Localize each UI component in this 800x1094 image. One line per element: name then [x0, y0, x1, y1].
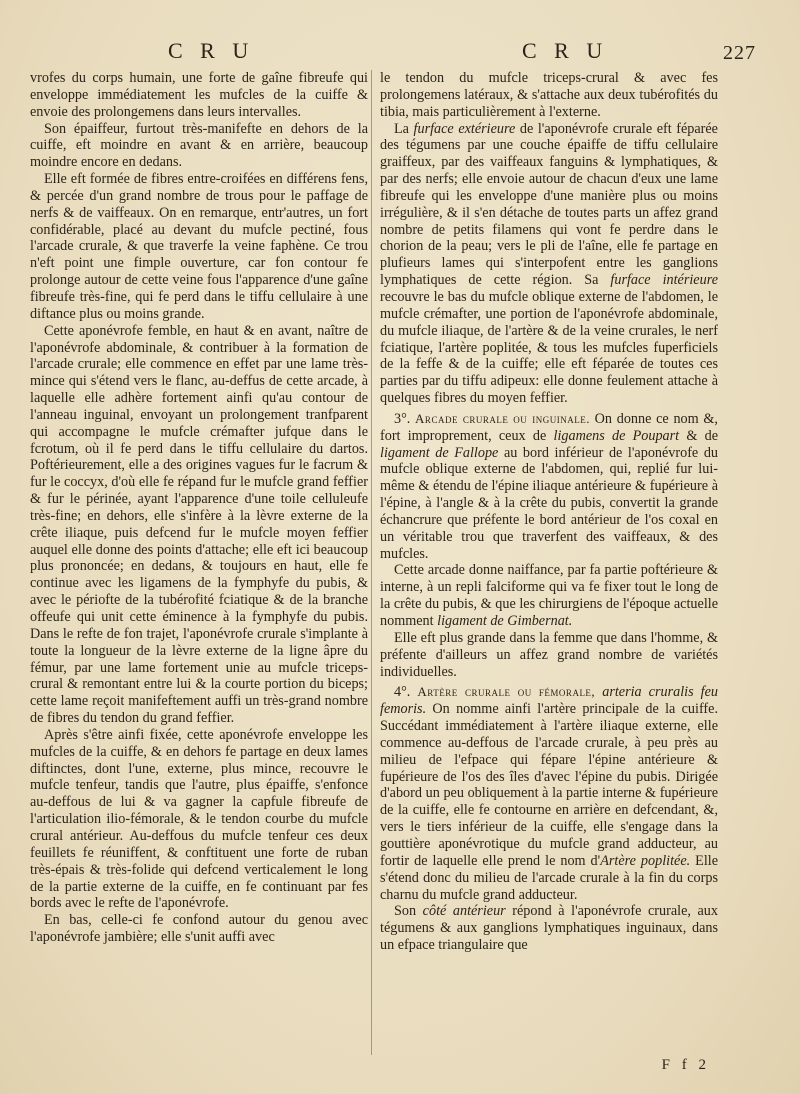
running-head-right: C R U [522, 38, 609, 63]
left-column [30, 70, 368, 1055]
text-run: Son [394, 903, 423, 920]
text-run: On donne ce nom &, fort improprement, ceux de [380, 410, 718, 444]
text-run: répond à l'aponévrofe crurale, aux tégumens & aux ganglions lymphatiques inguinaux, dans un efpace triangulaire que [380, 903, 718, 954]
page-number: 227 [723, 42, 756, 64]
paragraph: Elle eft plus grande dans la femme que dans l'homme, & préfente d'ailleurs un affez grand nombre de variétés individuelles. [380, 629, 718, 680]
running-head-left: C R U [168, 38, 255, 63]
paragraph: Son épaiffeur, furtout très-manifefte en dehors de la cuiffe, eft moindre en avant & en arrière, beaucoup moindre encore en dedans. [30, 120, 368, 171]
page-footer [0, 1057, 800, 1077]
italic-term: Artère poplitée. [600, 852, 691, 869]
text-run: au bord inférieur de l'aponévrofe du mufcle oblique externe de l'abdomen, qui, replié fur lui-même & étendu de l'épine iliaque antérieure & fupérieure à l'épine, à l'angle & à la crête du pubis, convertit la grande échancrure que préfente le bord antérieur de l'os coxal en un véritable trou que traverfent des vaiffeaux, & des mufcles. [380, 444, 718, 562]
paragraph: Cette aponévrofe femble, en haut & en avant, naître de l'aponévrofe abdominale, & contribuer à la formation de l'arcade crurale; elle commence en effet par une lame très-mince qui s'étend vers le flanc, au-deffus de cette arcade, à laquelle elle adhère fortement ainfi qu'au contour de l'anneau inguinal, envoyant un prolongement tranfparent qui accompagne le mufcle crémafter jufque dans le fcrotum, où il fe perd dans le tiffu cellulaire du dartos. Poftérieurement, elle a des origines vagues fur le facrum & fur le coccyx, d'où elle fe répand fur le mufcle grand feffier & fur le périnée, ayant l'apparence d'une toile celluleufe très-fine; en dehors, elle s'infère à la lèvre externe de la crête iliaque, puis defcend fur le mufcle moyen feffier auquel elle donne des points d'attache; elle eft ici beaucoup plus prononcée; en dedans, & toujours en haut, elle fe continue avec les ligamens de la fymphyfe du pubis, & avec le périofte de la tubérofité fciatique & de la branche offeufe qui unit cette éminence à la fymphyfe du pubis. Dans le refte de fon trajet, l'aponévrofe crurale s'implante à toute la longueur de la lèvre externe de la ligne âpre du fémur, par une lame fortement unie au mufcle triceps-crural & remontant entre lui & la courte portion du biceps; cette lame reçoit manifeftement auffi un très-grand nombre de fibres du tendon du grand feffier. [30, 322, 368, 727]
italic-term: ligament de Gimbernat. [437, 613, 573, 629]
text-run: Elle s'étend donc du milieu de l'arcade crurale à la fin du corps charnu du mufcle grand adducteur. [380, 852, 718, 903]
text-run: & de [679, 427, 718, 444]
text-run: de l'aponévrofe crurale eft féparée des tégumens par une couche épaiffe de tiffu cellulaire graiffeux, par des vaiffeaux fanguins & lymphatiques, & par des nerfs; elle envoie autour de chacun d'eux une lame fibreufe qui les enveloppe d'une manière plus ou moins irrégulière, & il s'en détache de toutes parts un affez grand nombre de petits filamens qui vont fe perdre dans le chorion de la peau; vers le pli de l'aîne, elle fe partage en plufieurs lames qui s'interpofent entre les ganglions lymphatiques de cette région. Sa [380, 120, 718, 289]
italic-term: côté antérieur [422, 903, 506, 920]
paragraph [380, 121, 718, 407]
text-run: La [394, 120, 414, 137]
italic-term: furface extérieure [413, 120, 516, 137]
section-paragraph [380, 684, 718, 903]
italic-term: ligament de Fallope [380, 444, 499, 461]
text-run: On nomme ainfi l'artère principale de la cuiffe. Succédant immédiatement à l'artère iliaque externe, elle commence au-deffous de l'arcade crurale, à peu près au milieu de l'efpace qui fépare l'épine antérieure & fupérieure de l'os des îles d'avec l'épine du pubis. Dirigée d'abord un peu obliquement à la partie interne & fupérieure de la cuiffe, elle fe contourne en arrière en defcendant, &, vers le tiers inférieur de la cuiffe, elle s'engage dans la gouttière aponévrotique du mufcle grand adducteur, au fortir de laquelle elle prend le nom d' [380, 701, 718, 869]
running-header [0, 38, 800, 68]
right-column [380, 70, 718, 1055]
section-paragraph [380, 411, 718, 563]
paragraph [380, 562, 718, 629]
text-run: Cette arcade donne naiffance, par fa partie poftérieure & interne, à un repli falciforme qui va fe fixer tout le long de la crête du pubis, & que les chirurgiens de l'époque actuelle nomment [380, 562, 718, 629]
signature-mark: F f 2 [661, 1057, 710, 1073]
italic-term: arteria cruralis feu femoris. [380, 684, 718, 718]
text-run: recouvre le bas du mufcle oblique externe de l'abdomen, le mufcle crémafter, une portion de l'aponévrofe abdominale, du mufcle iliaque, de l'artère & de la veine crurales, le nerf fciatique, l'artère poplitée, & tous les mufcles fuperficiels de la feffe & de la cuiffe; elle eft féparée de toutes ces parties par du tiffu adipeux: elle donne feulement attache à quelques fibres du moyen feffier. [380, 288, 718, 407]
section-number: 3°. [394, 410, 416, 427]
italic-term: ligamens de Poupart [553, 427, 680, 444]
section-heading: Arcade crurale ou inguinale. [415, 410, 590, 426]
paragraph [380, 903, 718, 954]
column-divider [371, 70, 372, 1055]
paragraph: En bas, celle-ci fe confond autour du genou avec l'aponévrofe jambière; elle s'unit auffi avec [30, 912, 368, 946]
section-number: 4°. [394, 684, 418, 701]
section-heading: Artère crurale ou fémorale, [417, 684, 596, 700]
paragraph: Après s'être ainfi fixée, cette aponévrofe enveloppe les mufcles de la cuiffe, & en dehors fe partage en deux lames diftinctes, dont l'une, externe, plus mince, recouvre le mufcle tenfeur, tandis que l'autre, plus épaiffe, s'enfonce au-deffous de lui & va gagner la capfule fibreufe de l'articulation ilio-fémorale, & le tendon courbe du mufcle crural antérieur. Au-deffous du mufcle tenfeur ces deux feuillets fe réuniffent, & conftituent une forte de ruban très-épais & très-folide qui defcend verticalement le long de la partie externe de la cuiffe, en fe continuant par fes bords avec le refte de l'aponévrofe. [30, 726, 368, 912]
paragraph: vrofes du corps humain, une forte de gaîne fibreufe qui enveloppe immédiatement les mufcles de la cuiffe & envoie des prolongemens dans leurs intervalles. [30, 70, 368, 120]
paragraph: Elle eft formée de fibres entre-croifées en différens fens, & percée d'un grand nombre de trous pour le paffage de nerfs & de vaiffeaux. On en remarque, entr'autres, un fort confidérable, placé au devant du mufcle pectiné, fous l'arcade crurale, & que traverfe la veine faphène. Ce trou n'eft point une fimple ouverture, car fon contour fe prolonge autour de cette veine fous l'apparence d'une gaîne fibreufe très-fine, qui fe perd dans le tiffu cellulaire à une diftance plus ou moins grande. [30, 171, 368, 322]
italic-term: furface intérieure [610, 272, 718, 289]
paragraph: le tendon du mufcle triceps-crural & avec fes prolongemens latéraux, & s'attache aux deux tubérofités du tibia, mais particulièrement à l'externe. [380, 70, 718, 120]
